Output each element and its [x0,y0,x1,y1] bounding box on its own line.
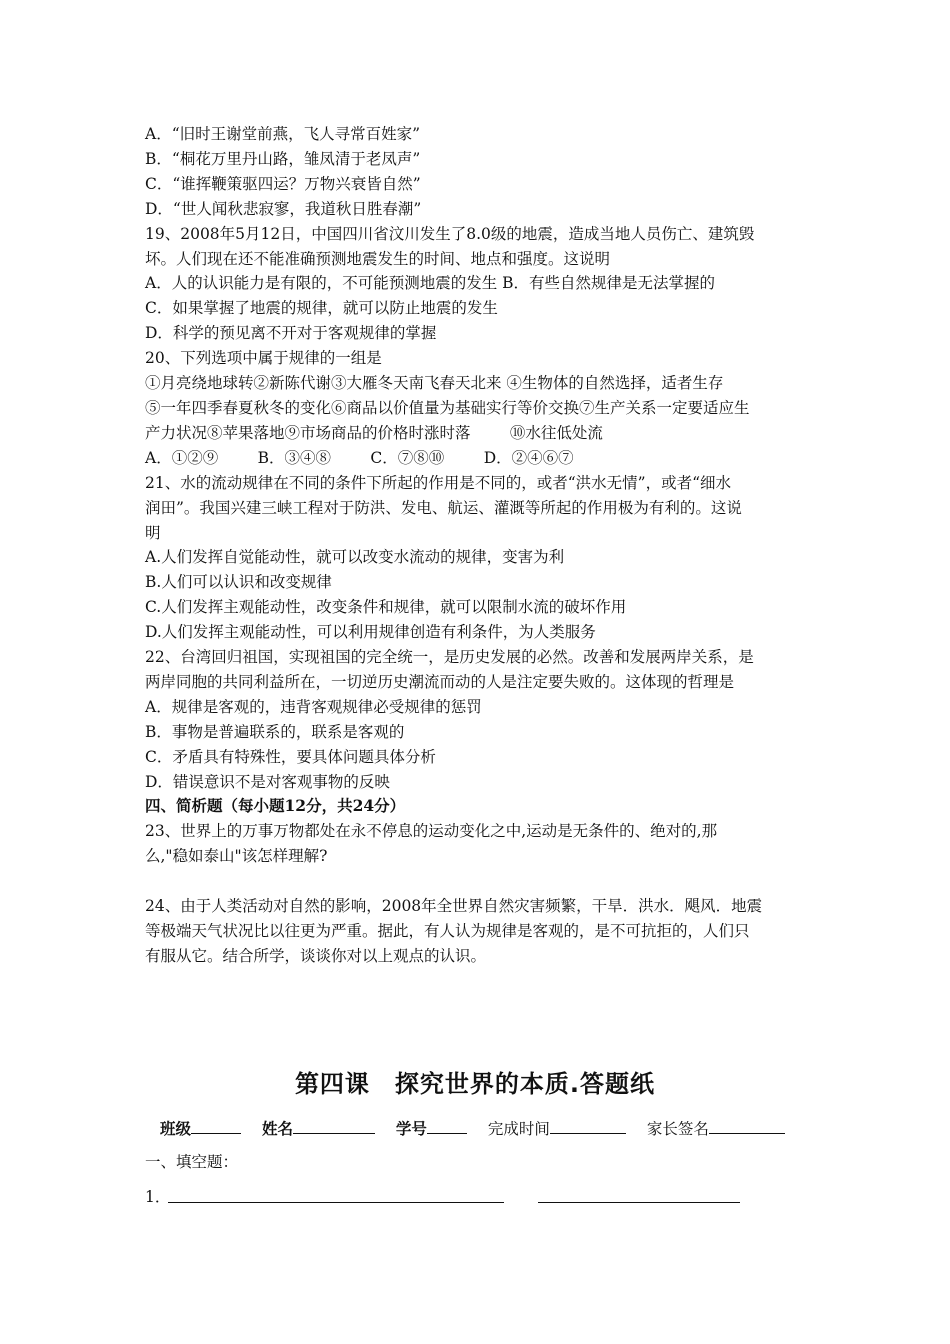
text-line: A.人们发挥自觉能动性，就可以改变水流动的规律，变害为利 [145,548,565,567]
question-20 [145,346,815,471]
question-21 [145,471,815,645]
text-line: A．①②⑨ B．③④⑧ C．⑦⑧⑩ D．②④⑥⑦ [145,448,574,467]
text-line: A．规律是客观的，违背客观规律必受规律的惩罚 [145,697,482,716]
id-field[interactable] [427,1119,467,1134]
text-line: 坏。人们现在还不能准确预测地震发生的时间、地点和强度。这说明 [145,249,611,268]
parent-signature-field[interactable] [709,1119,785,1134]
q1-answer-line-2[interactable] [538,1202,740,1203]
text-line: B．事物是普遍联系的，联系是客观的 [145,722,405,741]
question-24 [145,894,815,969]
text-line: C．如果掌握了地震的规律，就可以防止地震的发生 [145,299,498,318]
q1-label: 1． [145,1188,171,1206]
text-line: ①月亮绕地球转②新陈代谢③大雁冬天南飞春天北来 ④生物体的自然选择，适者生存 [145,374,724,393]
text-line: 等极端天气状况比以往更为严重。据此，有人认为规律是客观的，是不可抗拒的，人们只 [145,922,750,941]
class-label: 班级 [160,1120,192,1138]
name-field[interactable] [293,1119,375,1134]
id-label: 学号 [395,1120,427,1138]
question-19 [145,222,815,347]
student-info-row [160,1117,785,1139]
text-line: D.人们发挥主观能动性，可以利用规律创造有利条件，为人类服务 [145,623,596,642]
q18-options [145,122,815,222]
text-line: 23、世界上的万事万物都处在永不停息的运动变化之中,运动是无条件的、绝对的,那 [145,822,718,841]
text-line: 润田”。我国兴建三峡工程对于防洪、发电、航运、灌溉等所起的作用极为有利的。这说 [145,498,742,517]
option-line: A．“旧时王谢堂前燕，飞人寻常百姓家” [145,125,421,143]
text-line: 两岸同胞的共同利益所在，一切逆历史潮流而动的人是注定要失败的。这体现的哲理是 [145,672,735,691]
text-line: D．科学的预见离不开对于客观规律的掌握 [145,324,437,343]
text-line: 么,"稳如泰山"该怎样理解? [145,847,328,866]
text-line: 有服从它。结合所学，谈谈你对以上观点的认识。 [145,947,487,965]
text-line: 明 [145,523,161,542]
text-line: 19、2008年5月12日，中国四川省汶川发生了8.0级的地震，造成当地人员伤亡、建筑毁 [145,224,755,243]
class-field[interactable] [191,1119,241,1134]
text-line: C．矛盾具有特殊性，要具体问题具体分析 [145,747,436,766]
name-label: 姓名 [261,1120,293,1138]
question-23 [145,819,815,869]
text-line: A．人的认识能力是有限的，不可能预测地震的发生 B．有些自然规律是无法掌握的 [145,274,716,293]
question-22 [145,645,815,794]
answer-sheet-title: 第四课 探究世界的本质.答题纸 [294,1070,656,1098]
q1-answer-line-1[interactable] [168,1202,504,1203]
text-line: 22、台湾回归祖国，实现祖国的完全统一，是历史发展的必然。改善和发展两岸关系，是 [145,648,754,667]
option-line: B．“桐花万里丹山路，雏凤清于老凤声” [145,149,421,168]
text-line: 21、水的流动规律在不同的条件下所起的作用是不同的，或者“洪水无情”，或者“细水 [145,473,731,492]
time-field[interactable] [550,1119,626,1134]
text-line: B.人们可以认识和改变规律 [145,573,332,592]
question-content [145,122,815,969]
text-line: 20、下列选项中属于规律的一组是 [145,349,382,368]
answer-space [145,869,815,894]
section-4-heading: 四、简析题（每小题12分，共24分） [145,796,406,816]
text-line: ⑤一年四季春夏秋冬的变化⑥商品以价值量为基础实行等价交换⑦生产关系一定要适应生 [145,398,750,417]
text-line: C.人们发挥主观能动性，改变条件和规律，就可以限制水流的破坏作用 [145,598,627,617]
time-label: 完成时间 [487,1120,550,1138]
parent-signature-label: 家长签名 [646,1120,709,1138]
text-line: 产力状况⑧苹果落地⑨市场商品的价格时涨时落 ⑩水往低处流 [145,423,603,442]
text-line: D．错误意识不是对客观事物的反映 [145,772,390,791]
option-line: D．“世人闻秋悲寂寥，我道秋日胜春潮” [145,199,422,218]
text-line: 24、由于人类活动对自然的影响，2008年全世界自然灾害频繁，干旱．洪水．飓风．地震 [145,897,763,916]
option-line: C．“谁挥鞭策驱四运？万物兴衰皆自然” [145,174,421,193]
fill-in-heading: 一、填空题： [145,1153,239,1171]
